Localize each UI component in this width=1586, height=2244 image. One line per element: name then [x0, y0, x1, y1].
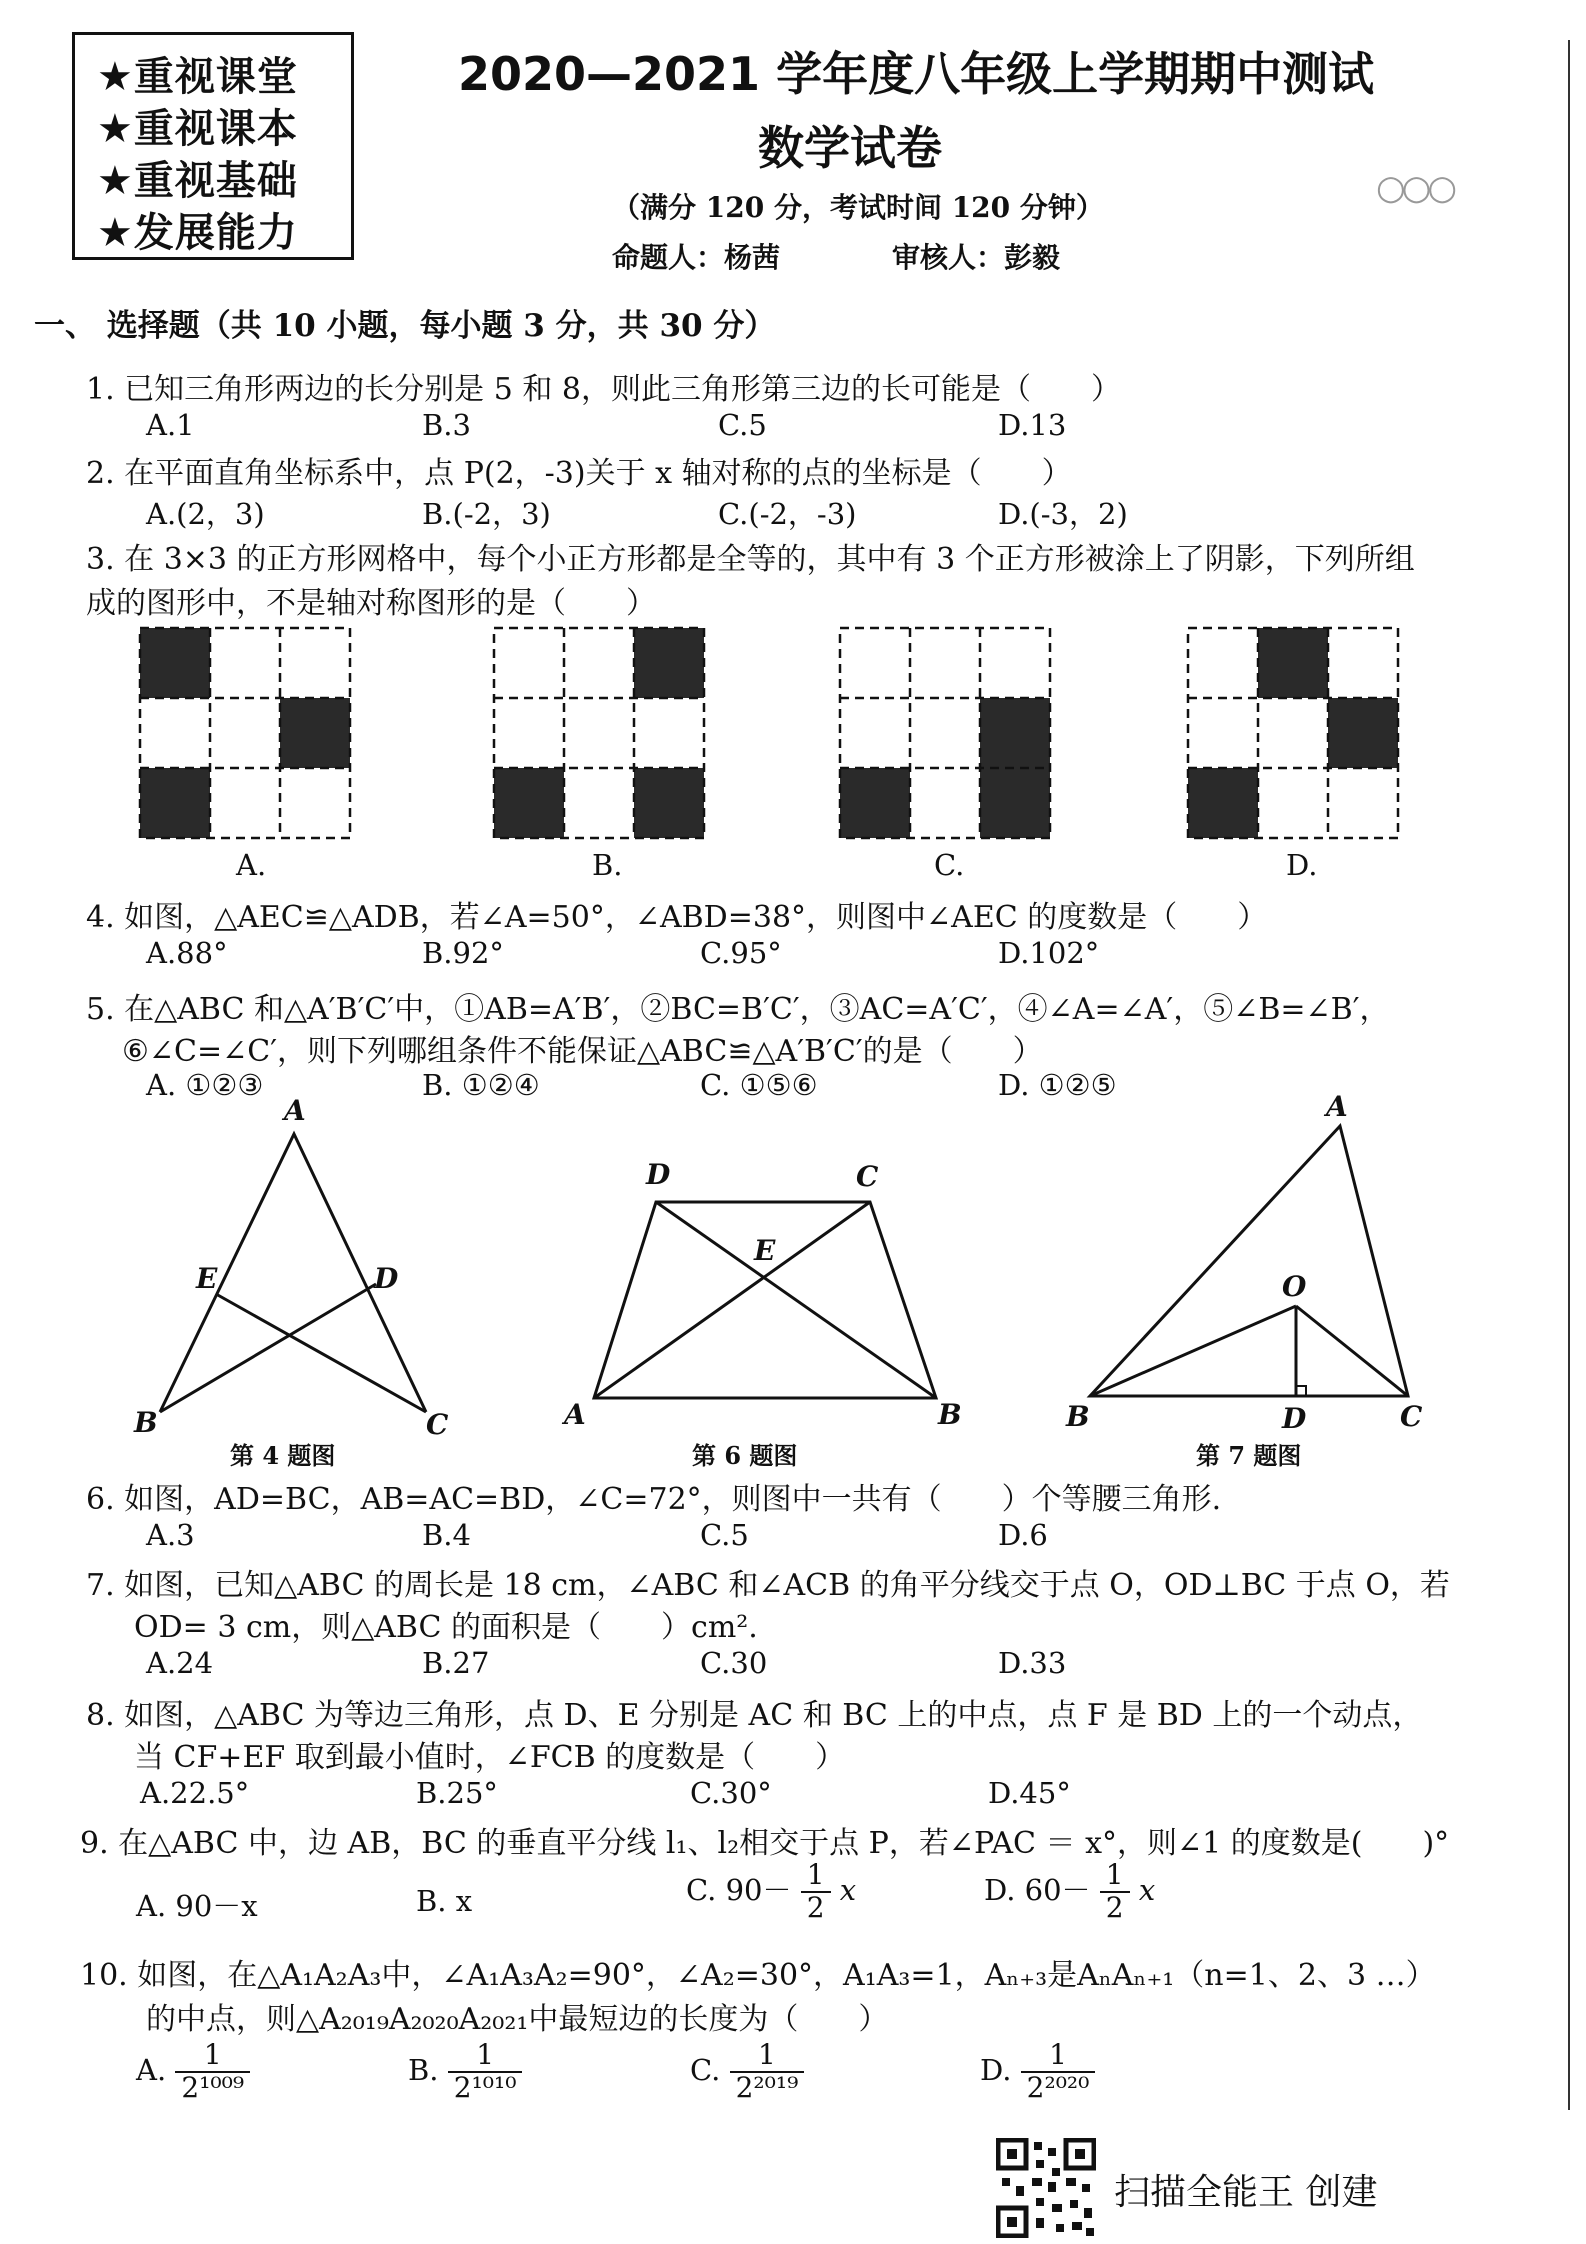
figure-7 [1090, 1126, 1408, 1396]
q3-label-c: C. [934, 848, 965, 882]
q4-option-c: C.95° [700, 936, 782, 970]
q5-option-b: B. ①②④ [422, 1068, 540, 1102]
q5-option-d: D. ①②⑤ [998, 1068, 1117, 1102]
figures-row [0, 1100, 1586, 1480]
q3-label-a: A. [236, 848, 267, 882]
q7-option-a: A.24 [146, 1646, 214, 1680]
q3-line-2: 成的图形中，不是轴对称图形的是（ ） [86, 586, 656, 621]
q5-option-c: C. ①⑤⑥ [700, 1068, 818, 1102]
q2-option-a: A.(2，3) [146, 497, 265, 531]
q8-line-1: 8. 如图，△ABC 为等边三角形，点 D、E 分别是 AC 和 BC 上的中点，点 F 是 BD 上的一个动点， [86, 1698, 1423, 1733]
q1-option-d: D.13 [998, 408, 1067, 442]
q10-d-den: 2²⁰²⁰ [1026, 2070, 1090, 2104]
fig6-label-e: E [754, 1234, 776, 1267]
q1-option-b: B.3 [422, 408, 471, 442]
fig6-label-b: B [938, 1398, 962, 1431]
q4-option-a: A.88° [146, 936, 228, 970]
q10-c-letter: C. [690, 2052, 721, 2087]
circle-marks: ○○○ [1376, 168, 1454, 208]
q10-d-letter: D. [980, 2052, 1012, 2087]
q10-a-fraction [175, 2040, 250, 2104]
q9-c-den: 2 [806, 1890, 825, 1924]
slogan-1: ★重视课堂 [97, 54, 298, 100]
fig6-label-d: D [646, 1158, 671, 1191]
reviewer: 审核人：彭毅 [892, 241, 1061, 274]
q10-option-c [690, 2040, 804, 2104]
q5-option-a: A. ①②③ [146, 1068, 264, 1102]
q9-option-d [984, 1860, 1155, 1924]
q1-option-a: A.1 [146, 408, 195, 442]
q10-b-fraction [448, 2040, 523, 2104]
scanner-watermark: 扫描全能王 创建 [1114, 2172, 1378, 2213]
q10-b-den: 2¹⁰¹⁰ [453, 2070, 517, 2104]
score-info: （满分 120 分，考试时间 120 分钟） [612, 191, 1104, 224]
q6-option-d: D.6 [998, 1518, 1048, 1552]
fig4-label-a: A [284, 1094, 306, 1127]
q8-option-c: C.30° [690, 1776, 772, 1810]
q10-b-letter: B. [408, 2052, 439, 2087]
fig7-caption: 第 7 题图 [1196, 1441, 1302, 1470]
q7-line-2: OD= 3 cm，则△ABC 的面积是（ ）cm². [134, 1610, 758, 1645]
q4-option-b: B.92° [422, 936, 504, 970]
fig6-caption: 第 6 题图 [692, 1441, 798, 1470]
q8-option-d: D.45° [988, 1776, 1071, 1810]
q9-option-b: B. x [416, 1884, 473, 1918]
q8-option-a: A.22.5° [140, 1776, 250, 1810]
q9-option-d-fraction [1100, 1860, 1130, 1924]
setter: 命题人：杨茜 [612, 241, 781, 274]
q10-c-fraction [730, 2040, 805, 2104]
q3-label-b: B. [592, 848, 623, 882]
q4-stem: 4. 如图，△AEC≌△ADB，若∠A=50°，∠ABD=38°，则图中∠AEC 的度数是（ ） [86, 900, 1268, 935]
q9-c-num: 1 [801, 1860, 831, 1893]
q7-option-b: B.27 [422, 1646, 490, 1680]
q3-label-d: D. [1286, 848, 1318, 882]
q1-option-c: C.5 [718, 408, 767, 442]
q9-option-c [686, 1860, 856, 1924]
slogan-2: ★重视课本 [97, 106, 298, 152]
q10-a-num: 1 [175, 2040, 250, 2073]
grid-b [494, 628, 704, 838]
q6-option-c: C.5 [700, 1518, 749, 1552]
q10-b-num: 1 [448, 2040, 523, 2073]
q8-option-b: B.25° [416, 1776, 498, 1810]
q10-line-1: 10. 如图，在△A₁A₂A₃中，∠A₁A₃A₂=90°，∠A₂=30°，A₁A₃=1，Aₙ₊₃是AₙAₙ₊₁（n=1、2、3 …） [80, 1958, 1436, 1993]
q10-option-d [980, 2040, 1095, 2104]
figure-6 [594, 1202, 936, 1398]
q3-line-1: 3. 在 3×3 的正方形网格中，每个小正方形都是全等的，其中有 3 个正方形被涂上了阴影，下列所组 [86, 542, 1415, 577]
q3-grids [0, 0, 1586, 900]
q10-option-b [408, 2040, 522, 2104]
fig6-label-a: A [564, 1398, 586, 1431]
q10-d-num: 1 [1021, 2040, 1096, 2073]
slogan-3: ★重视基础 [97, 158, 298, 204]
slogan-4: ★发展能力 [97, 210, 298, 256]
fig4-caption: 第 4 题图 [230, 1441, 336, 1470]
q2-option-c: C.(-2，-3) [718, 497, 857, 531]
q5-line-1: 5. 在△ABC 和△A′B′C′中，①AB=A′B′，②BC=B′C′，③AC=A′C′，④∠A=∠A′，⑤∠B=∠B′， [86, 992, 1390, 1027]
q5-line-2: ⑥∠C=∠C′，则下列哪组条件不能保证△ABC≌△A′B′C′的是（ ） [122, 1034, 1043, 1069]
q7-line-1: 7. 如图，已知△ABC 的周长是 18 cm，∠ABC 和∠ACB 的角平分线交于点 O，OD⊥BC 于点 O，若 [86, 1568, 1450, 1603]
grid-d [1188, 628, 1398, 838]
q9-option-d-x: x [1138, 1872, 1156, 1907]
qr-code-icon [996, 2138, 1096, 2238]
grid-c [840, 628, 1050, 838]
q10-option-a [136, 2040, 250, 2104]
fig4-label-d: D [374, 1262, 399, 1295]
q2-option-d: D.(-3，2) [998, 497, 1128, 531]
q1-stem: 1. 已知三角形两边的长分别是 5 和 8，则此三角形第三边的长可能是（ ） [86, 372, 1121, 407]
exam-subtitle: 数学试卷 [758, 121, 942, 175]
fig4-label-e: E [196, 1262, 218, 1295]
q10-a-den: 2¹⁰⁰⁹ [181, 2070, 245, 2104]
q9-d-num: 1 [1100, 1860, 1130, 1893]
q8-line-2: 当 CF+EF 取到最小值时，∠FCB 的度数是（ ） [134, 1740, 846, 1775]
fig7-label-b: B [1066, 1400, 1090, 1433]
q7-option-c: C.30 [700, 1646, 768, 1680]
q10-line-2: 的中点，则△A₂₀₁₉A₂₀₂₀A₂₀₂₁中最短边的长度为（ ） [146, 2002, 889, 2037]
q10-a-letter: A. [136, 2052, 167, 2087]
q9-option-c-x: x [839, 1872, 857, 1907]
q9-option-a: A. 90－x [136, 1889, 258, 1923]
q2-option-b: B.(-2，3) [422, 497, 551, 531]
q9-option-c-fraction [801, 1860, 831, 1924]
q2-stem: 2. 在平面直角坐标系中，点 P(2，-3)关于 x 轴对称的点的坐标是（ ） [86, 456, 1072, 491]
q6-option-a: A.3 [146, 1518, 195, 1552]
q10-c-den: 2²⁰¹⁹ [735, 2070, 799, 2104]
q9-stem: 9. 在△ABC 中，边 AB，BC 的垂直平分线 l₁、l₂相交于点 P，若∠PAC ＝ x°，则∠1 的度数是( )° [80, 1826, 1450, 1861]
q7-option-d: D.33 [998, 1646, 1067, 1680]
fig4-label-b: B [134, 1406, 158, 1439]
q10-d-fraction [1021, 2040, 1096, 2104]
fig7-label-o: O [1282, 1270, 1307, 1303]
fig7-label-d: D [1282, 1402, 1307, 1435]
fig4-label-c: C [426, 1408, 449, 1441]
q9-d-den: 2 [1105, 1890, 1124, 1924]
q9-option-d-text: D. 60－ [984, 1872, 1091, 1907]
q6-stem: 6. 如图，AD=BC，AB=AC=BD，∠C=72°，则图中一共有（ ）个等腰三角形. [86, 1482, 1222, 1517]
section-heading: 一、 选择题（共 10 小题，每小题 3 分，共 30 分） [34, 308, 776, 344]
fig7-label-a: A [1326, 1090, 1348, 1123]
q4-option-d: D.102° [998, 936, 1100, 970]
grid-a [140, 628, 350, 838]
q9-option-c-text: C. 90－ [686, 1872, 792, 1907]
q10-c-num: 1 [730, 2040, 805, 2073]
fig6-label-c: C [856, 1160, 879, 1193]
fig7-label-c: C [1400, 1400, 1423, 1433]
exam-title: 2020—2021 学年度八年级上学期期中测试 [458, 47, 1375, 101]
q6-option-b: B.4 [422, 1518, 471, 1552]
